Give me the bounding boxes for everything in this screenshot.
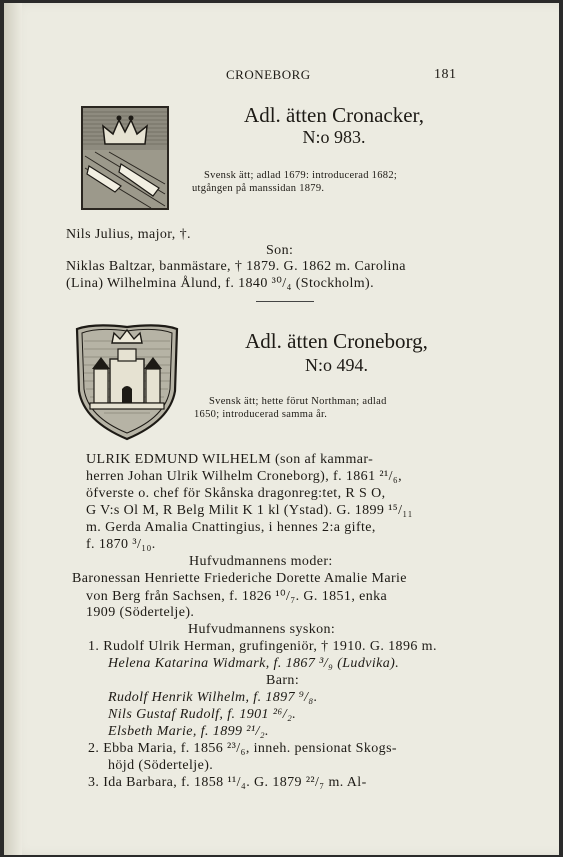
section-heading: Son:: [266, 243, 294, 258]
entry-line: G V:s Ol M, R Belg Milit K 1 kl (Ystad). G. 1899 ¹⁵/₁₁: [86, 503, 413, 518]
family-number-croneborg: N:o 494.: [305, 355, 368, 375]
castle-crest-icon: [74, 321, 180, 441]
entry-line: Nils Julius, major, †.: [66, 227, 191, 242]
family-number-cronacker: N:o 983.: [302, 127, 366, 147]
page-number: 181: [434, 67, 457, 82]
entry-line: (Lina) Wilhelmina Ålund, f. 1840 ³⁰/₄ (Stockholm).: [66, 276, 374, 291]
section-divider: [256, 301, 314, 302]
family-note-line: utgången på manssidan 1879.: [192, 183, 325, 194]
family-title-croneborg: Adl. ätten Croneborg,: [245, 329, 428, 353]
entry-line: Baronessan Henriette Friederiche Dorette Amalie Marie: [72, 571, 407, 586]
book-page: [4, 3, 559, 855]
entry-line: Niklas Baltzar, banmästare, † 1879. G. 1862 m. Carolina: [66, 259, 406, 274]
entry-line: Helena Katarina Widmark, f. 1867 ³/₉ (Ludvika).: [108, 656, 400, 671]
entry-line: von Berg från Sachsen, f. 1826 ¹⁰/₇. G. 1851, enka: [86, 589, 388, 604]
entry-line: Rudolf Henrik Wilhelm, f. 1897 ⁹/₈.: [108, 690, 318, 705]
family-note-line: 1650; introducerad samma år.: [194, 409, 328, 420]
section-heading: Hufvudmannens moder:: [189, 554, 333, 569]
family-note-line: Svensk ätt; adlad 1679: introducerad 1682;: [204, 170, 398, 181]
entry-line: m. Gerda Amalia Cnattingius, i hennes 2:a gifte,: [86, 520, 376, 535]
coat-of-arms-icon: [81, 106, 169, 210]
family-note-line: Svensk ätt; hette förut Northman; adlad: [209, 396, 387, 407]
entry-line: 2. Ebba Maria, f. 1856 ²³/₆, inneh. pensionat Skogs-: [88, 741, 397, 756]
entry-line: Nils Gustaf Rudolf, f. 1901 ²⁶/₂.: [108, 707, 297, 722]
entry-line: Elsbeth Marie, f. 1899 ²¹/₂.: [108, 724, 269, 739]
entry-line: 3. Ida Barbara, f. 1858 ¹¹/₄. G. 1879 ²²/₇ m. Al-: [88, 775, 367, 790]
entry-line: f. 1870 ³/₁₀.: [86, 537, 156, 552]
entry-line: ULRIK EDMUND WILHELM (son af kammar-: [86, 452, 374, 467]
entry-line: höjd (Södertelje).: [108, 758, 214, 773]
entry-line: 1. Rudolf Ulrik Herman, grufingeniör, † 1910. G. 1896 m.: [88, 639, 437, 654]
section-heading: Barn:: [266, 673, 300, 688]
section-heading: Hufvudmannens syskon:: [188, 622, 336, 637]
entry-line: herren Johan Ulrik Wilhelm Croneborg), f. 1861 ²¹/₆,: [86, 469, 403, 484]
header-title: CRONEBORG: [226, 67, 311, 82]
entry-line: 1909 (Södertelje).: [86, 605, 195, 620]
entry-line: öfverste o. chef för Skånska dragonreg:tet, R S O,: [86, 486, 386, 501]
page-spine-shadow: [4, 3, 22, 855]
family-title-cronacker: Adl. ätten Cronacker,: [244, 103, 424, 127]
